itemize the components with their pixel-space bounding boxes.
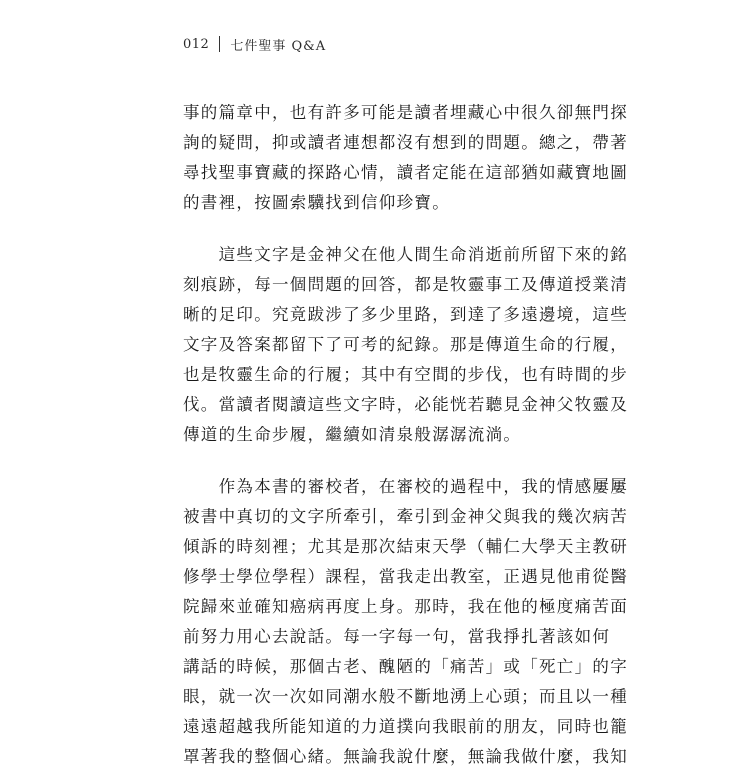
- text-line: 傳道的生命步履，繼續如清泉般潺潺流淌。: [183, 425, 522, 444]
- page-header: [183, 34, 326, 54]
- text-line: 作為本書的審校者，在審校的過程中，我的情感屢屢: [183, 477, 628, 496]
- text-line: 伐。當讀者閱讀這些文字時，必能恍若聽見金神父牧靈及: [183, 395, 628, 414]
- text-line: 被書中真切的文字所牽引，牽引到金神父與我的幾次病苦: [183, 507, 628, 526]
- text-line: 傾訴的時刻裡；尤其是那次結束天學（輔仁大學天主教研: [183, 537, 628, 556]
- body-text: [183, 98, 628, 772]
- text-line: 尋找聖事寶藏的探路心情，讀者定能在這部猶如藏寶地圖: [183, 163, 628, 182]
- text-line: 的書裡，按圖索驥找到信仰珍寶。: [183, 193, 450, 212]
- paragraph-1: [183, 98, 628, 218]
- paragraph-gap: [183, 218, 563, 240]
- text-line: 詢的疑問，抑或讀者連想都沒有想到的問題。總之，帶著: [183, 133, 628, 152]
- paragraph-gap: [183, 450, 563, 472]
- text-line: 前努力用心去說話。每一字每一句，當我掙扎著該如何: [183, 627, 611, 646]
- text-line: 文字及答案都留下了可考的紀錄。那是傳道生命的行履，: [183, 335, 628, 354]
- text-line: 修學士學位學程）課程，當我走出教室，正遇見他甫從醫: [183, 567, 628, 586]
- header-divider: [219, 36, 220, 52]
- text-line: 刻痕跡，每一個問題的回答，都是牧靈事工及傳道授業清: [183, 275, 628, 294]
- page-number: 012: [183, 36, 210, 52]
- running-title: 七件聖事 Q&A: [230, 38, 327, 54]
- text-line: 事的篇章中，也有許多可能是讀者埋藏心中很久卻無門探: [183, 103, 628, 122]
- text-line: 也是牧靈生命的行履；其中有空間的步伐，也有時間的步: [183, 365, 628, 384]
- text-line: 罩著我的整個心緒。無論我說什麼，無論我做什麼，我知: [183, 747, 628, 766]
- text-line: 晰的足印。究竟跋涉了多少里路，到達了多遠邊境，這些: [183, 305, 628, 324]
- text-line: 這些文字是金神父在他人間生命消逝前所留下來的銘: [183, 245, 628, 264]
- paragraph-2: [183, 240, 628, 450]
- paragraph-3: [183, 472, 628, 772]
- text-line: 講話的時候，那個古老、醜陋的「痛苦」或「死亡」的字: [183, 657, 628, 676]
- text-line: 遠遠超越我所能知道的力道撲向我眼前的朋友，同時也籠: [183, 717, 628, 736]
- text-line: 眼，就一次一次如同潮水般不斷地湧上心頭；而且以一種: [183, 687, 628, 706]
- text-line: 院歸來並確知癌病再度上身。那時，我在他的極度痛苦面: [183, 597, 628, 616]
